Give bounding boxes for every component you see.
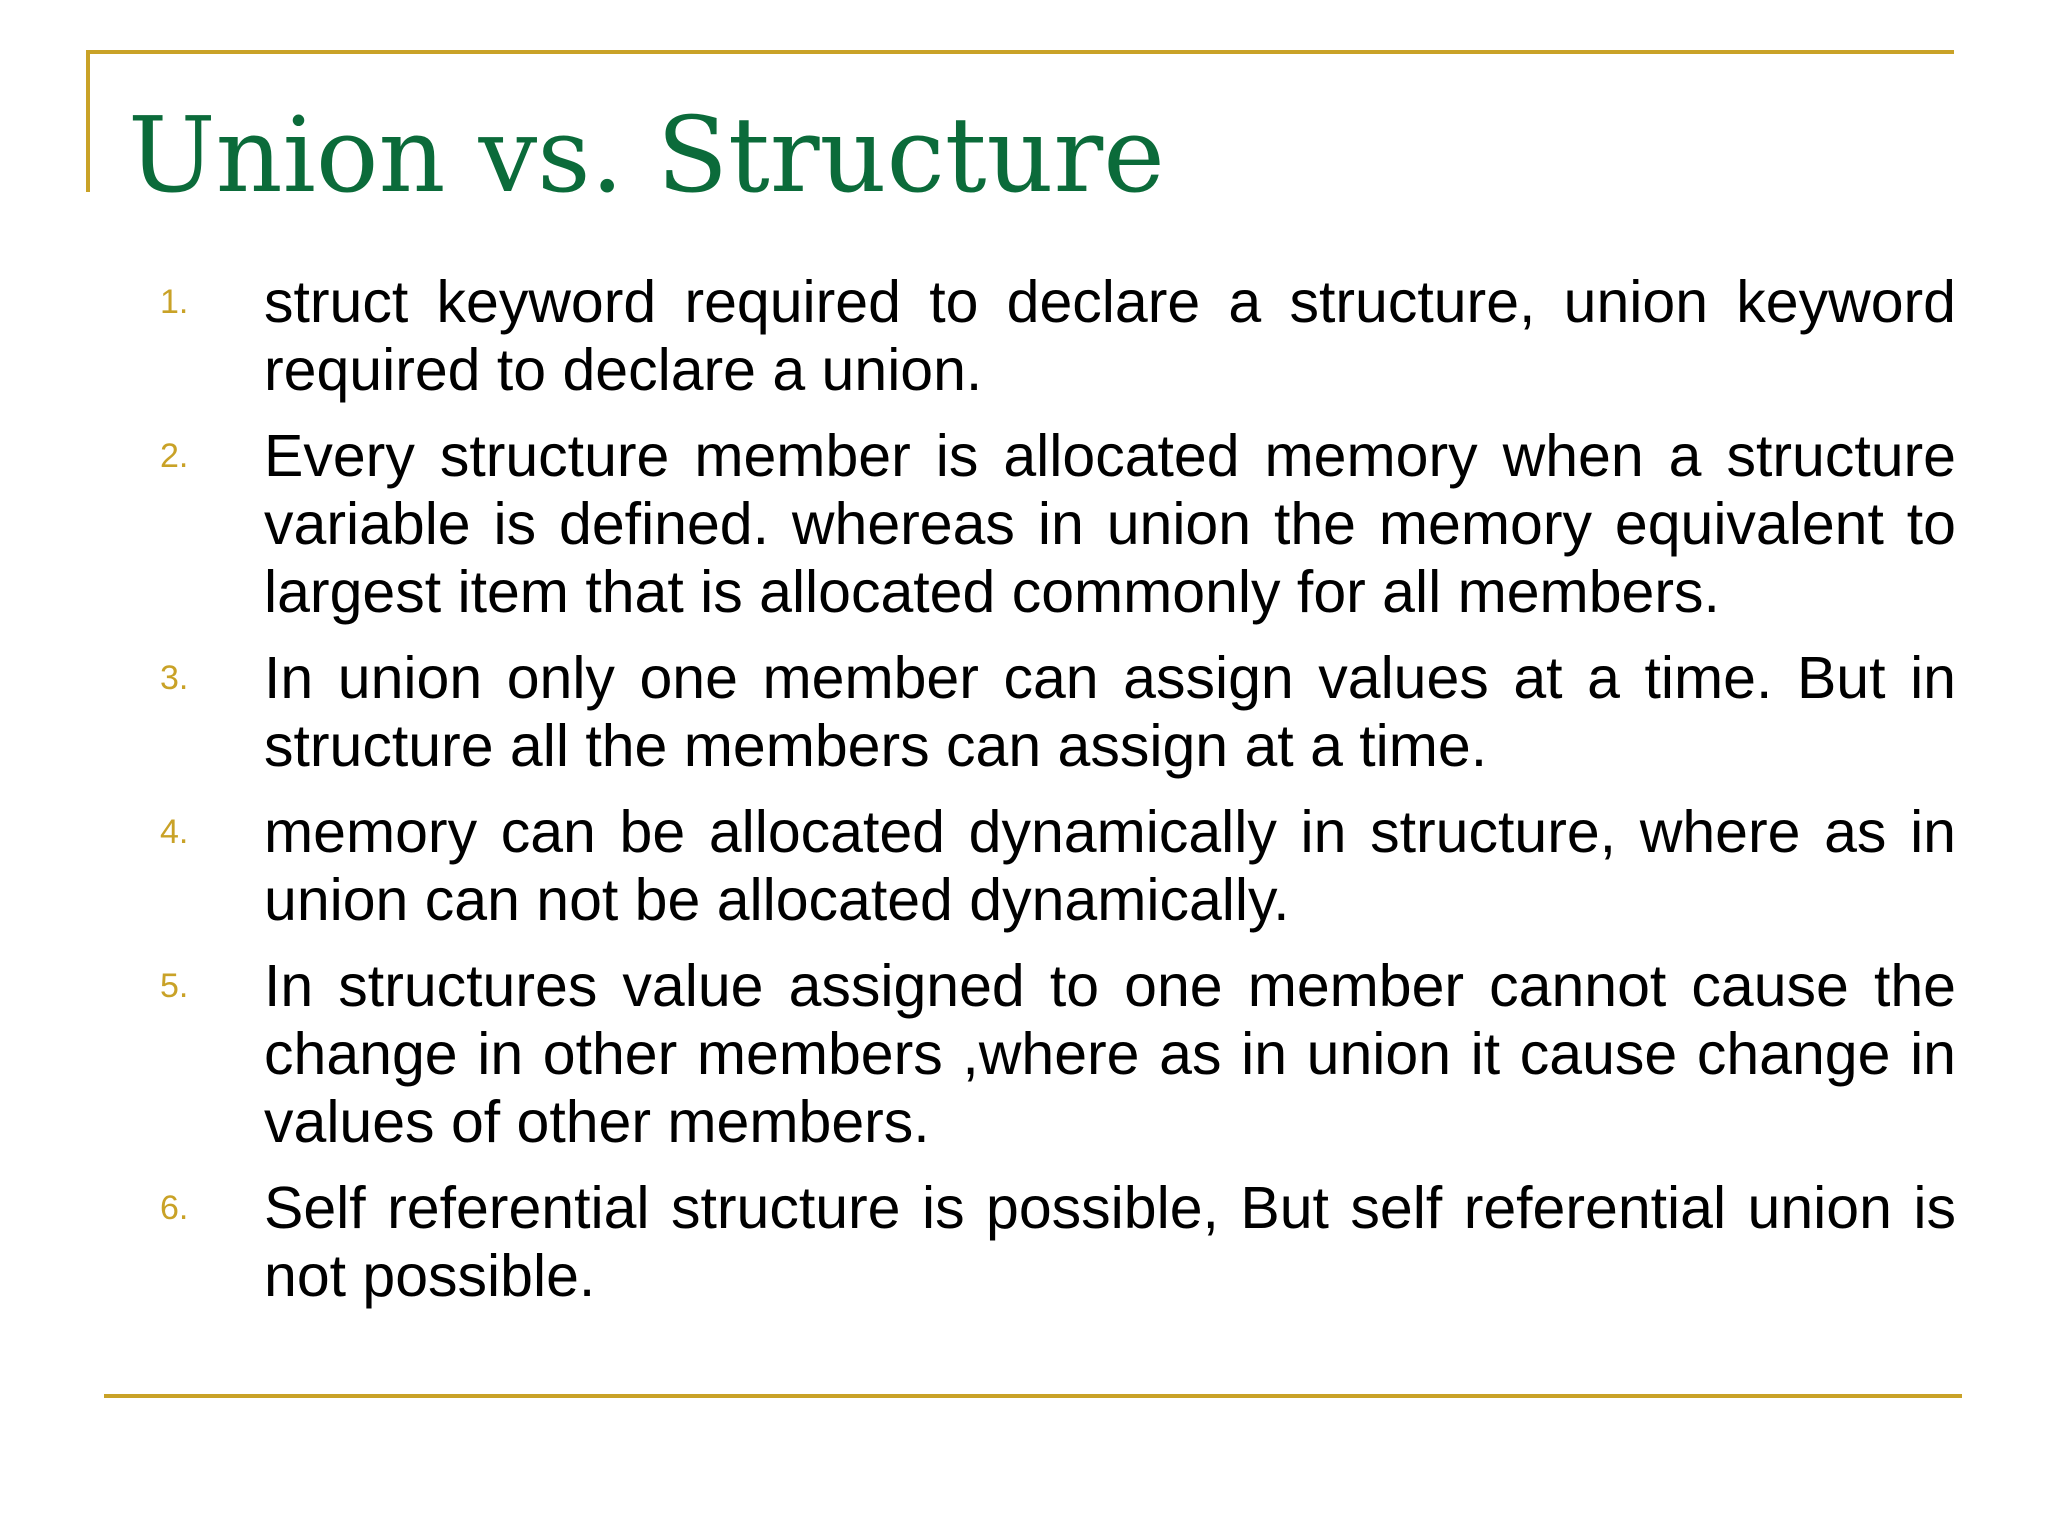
bottom-rule bbox=[104, 1394, 1962, 1398]
slide-title: Union vs. Structure bbox=[128, 94, 1165, 216]
list-item-text: In union only one member can assign values at a time. But in structure all the members can assign at a time. bbox=[264, 645, 1956, 779]
list-item-number: 5. bbox=[160, 967, 189, 1005]
list-item-text: In structures value assigned to one member cannot cause the change in other members ,where as in union it cause change in values of other members. bbox=[264, 953, 1956, 1155]
list-item-text: struct keyword required to declare a structure, union keyword required to declare a union. bbox=[264, 269, 1956, 403]
list-item bbox=[160, 644, 1956, 780]
top-rule bbox=[86, 50, 1954, 54]
list-item-number: 1. bbox=[160, 283, 189, 321]
list-item bbox=[160, 952, 1956, 1156]
list-item bbox=[160, 1174, 1956, 1310]
list-item-text: memory can be allocated dynamically in structure, where as in union can not be allocated dynamically. bbox=[264, 799, 1956, 933]
list-item-number: 3. bbox=[160, 659, 189, 697]
list-item bbox=[160, 268, 1956, 404]
list-item bbox=[160, 798, 1956, 934]
list-item bbox=[160, 422, 1956, 626]
list-item-number: 2. bbox=[160, 437, 189, 475]
list-item-number: 6. bbox=[160, 1189, 189, 1227]
left-rule bbox=[86, 50, 90, 192]
comparison-list bbox=[160, 268, 1956, 1328]
list-item-text: Self referential structure is possible, But self referential union is not possible. bbox=[264, 1175, 1956, 1309]
list-item-text: Every structure member is allocated memory when a structure variable is defined. whereas in union the memory equivalent to largest item that is allocated commonly for all members. bbox=[264, 423, 1956, 625]
list-item-number: 4. bbox=[160, 813, 189, 851]
